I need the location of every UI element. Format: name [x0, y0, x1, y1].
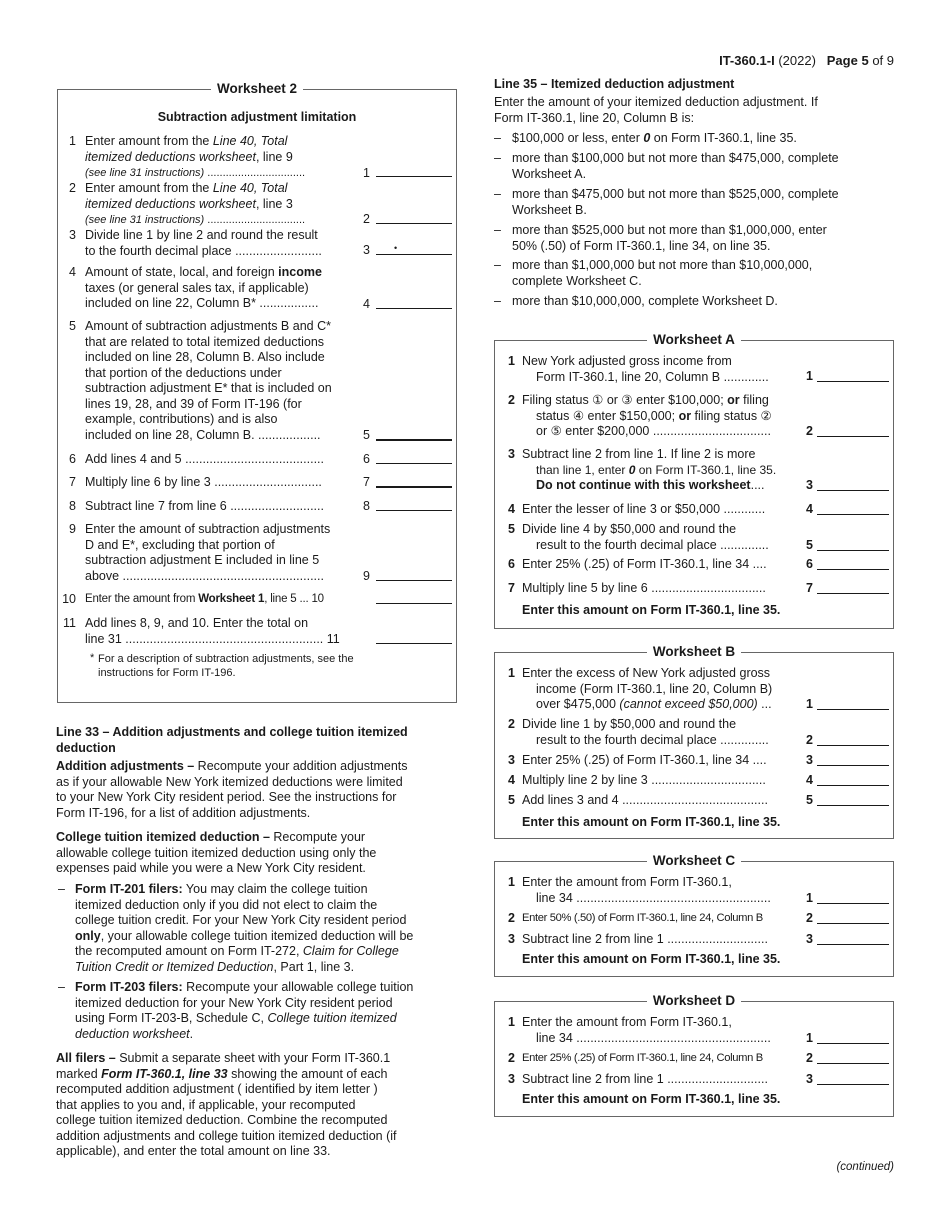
- all-filers-paragraph: All filers – Submit a separate sheet with your Form IT-360.1 marked Form IT-360.1, line 33 showing the amount of each recomputed addition adjustment ( identified by item letter ) that applies to you and, if applicable, your recomputed college tuition itemized deduction. Combine the recomputed addition adjustments and college tuition itemized deduction (if applicable), and enter the total amount on line 33.: [56, 1051, 397, 1158]
- it201-paragraph: Form IT-201 filers: You may claim the college tuition itemized deduction only if you did not elect to claim the college tuition credit. For your New York City resident period only, your allowable college tuition itemized deduction will be the recomputed amount on Form IT-272, Claim for College Tuition Credit or Itemized Deduction, Part 1, line 3.: [75, 882, 414, 974]
- wsb-line-num: 5: [508, 793, 515, 807]
- ws2-line-num: 2: [69, 181, 76, 195]
- wsc-line-num: 3: [508, 932, 515, 946]
- wsb-line-4-text: Multiply line 2 by line 3 .................................: [522, 773, 766, 787]
- ws2-line-num: 6: [69, 452, 76, 466]
- wsa-line-2-text: Filing status ① or ③ enter $100,000; or filing status ④ enter $150,000; or filing status ② or ⑤ enter $200,000 ..................................: [522, 393, 772, 438]
- wsa-instruction: Enter this amount on Form IT-360.1, line 35.: [522, 603, 781, 617]
- ws2-box-num: 2: [363, 212, 370, 226]
- wsc-box-num: 3: [806, 932, 813, 946]
- worksheet-b: [494, 644, 894, 839]
- ws2-box-num: 8: [363, 499, 370, 513]
- worksheet-2-subtitle: Subtraction adjustment limitation: [157, 110, 357, 124]
- it203-paragraph: Form IT-203 filers: Recompute your allowable college tuition itemized deduction for your New York City resident period using Form IT-203-B, Schedule C, College tuition itemized deduction worksheet.: [75, 980, 414, 1041]
- worksheet-d: [494, 993, 894, 1117]
- bullet-dash: –: [494, 187, 501, 201]
- wsb-line-5-text: Add lines 3 and 4 ..........................................: [522, 793, 768, 807]
- wsb-line-1-text: Enter the excess of New York adjusted gross income (Form IT-360.1, line 20, Column B) over $475,000 (cannot exceed $50,000) ...: [522, 666, 773, 711]
- ws2-line-num: 3: [69, 228, 76, 242]
- wsa-box-num: 5: [806, 538, 813, 552]
- wsb-line-num: 2: [508, 717, 515, 731]
- line-35-heading: Line 35 – Itemized deduction adjustment: [494, 77, 735, 91]
- wsd-box-num: 3: [806, 1072, 813, 1086]
- wsc-answer-line-2[interactable]: [817, 923, 889, 924]
- wsb-box-num: 2: [806, 733, 813, 747]
- worksheet-a-title: Worksheet A: [647, 332, 741, 347]
- wsb-box-num: 1: [806, 697, 813, 711]
- wsa-answer-line-4[interactable]: [817, 514, 889, 515]
- line-35-bullet-3: more than $475,000 but not more than $525,000, complete Worksheet B.: [512, 187, 839, 217]
- wsa-line-7-text: Multiply line 5 by line 6 .................................: [522, 581, 766, 595]
- wsa-box-num: 7: [806, 581, 813, 595]
- ws2-footnote: For a description of subtraction adjustments, see the instructions for Form IT-196.: [98, 653, 354, 679]
- wsa-line-num: 5: [508, 522, 515, 536]
- bullet-dash: –: [58, 882, 65, 896]
- ws2-box-num: 9: [363, 569, 370, 583]
- wsa-box-num: 4: [806, 502, 813, 516]
- wsc-line-num: 2: [508, 911, 515, 925]
- wsc-box-num: 2: [806, 911, 813, 925]
- wsb-line-num: 3: [508, 753, 515, 767]
- wsa-line-1-text: New York adjusted gross income from Form IT-360.1, line 20, Column B .............: [522, 354, 769, 384]
- ws2-line-11-text: Add lines 8, 9, and 10. Enter the total on line 31 ......................................................... 11: [85, 616, 340, 646]
- ws2-box-num: 7: [363, 475, 370, 489]
- ws2-line-5-text: Amount of subtraction adjustments B and C* that are related to total itemized deductions included on line 28, Column B. Also include that portion of the deductions under subtraction adjustment E* that is included on lines 19, 28, and 39 of Form IT-196 (for example, contributions) and is also included on line 28, Column B. ..................: [85, 319, 332, 442]
- worksheet-2: [57, 81, 457, 703]
- wsb-line-num: 1: [508, 666, 515, 680]
- wsc-line-num: 1: [508, 875, 515, 889]
- wsa-box-num: 2: [806, 424, 813, 438]
- wsd-instruction: Enter this amount on Form IT-360.1, line 35.: [522, 1092, 781, 1106]
- wsb-answer-line-1[interactable]: [817, 709, 889, 710]
- wsc-line-2-text: Enter 50% (.50) of Form IT-360.1, line 24, Column B: [522, 912, 763, 924]
- bullet-dash: –: [494, 223, 501, 237]
- ws2-answer-line-9[interactable]: [376, 580, 452, 581]
- ws2-line-num: 8: [69, 499, 76, 513]
- ws2-answer-line-2[interactable]: [376, 223, 452, 224]
- wsb-answer-line-2[interactable]: [817, 745, 889, 746]
- wsa-box-num: 3: [806, 478, 813, 492]
- ws2-box-num: 5: [363, 428, 370, 442]
- wsb-box-num: 3: [806, 753, 813, 767]
- ws2-box-num: 4: [363, 297, 370, 311]
- college-tuition-paragraph: College tuition itemized deduction – Recompute your allowable college tuition itemized deduction using only the expenses paid while you were a New York City resident.: [56, 830, 377, 875]
- worksheet-2-title: Worksheet 2: [211, 81, 303, 96]
- ws2-footnote-star: *: [90, 652, 95, 664]
- worksheet-a: [494, 332, 894, 629]
- page-label: Page 5: [826, 53, 869, 68]
- ws2-line-num: 7: [69, 475, 76, 489]
- wsb-box-num: 5: [806, 793, 813, 807]
- worksheet-c: [494, 853, 894, 977]
- bullet-dash: –: [58, 980, 65, 994]
- ws2-line-1-text: Enter amount from the Line 40, Total itemized deductions worksheet, line 9 (see line 31 instructions) ................................: [85, 134, 306, 179]
- wsa-line-3-text: Subtract line 2 from line 1. If line 2 is more than line 1, enter 0 on Form IT-360.1, line 35. Do not continue with this worksheet....: [522, 447, 777, 492]
- continued-note: (continued): [836, 1161, 894, 1173]
- ws2-line-num: 10: [62, 592, 76, 606]
- decimal-point: •: [394, 243, 398, 253]
- wsd-line-num: 3: [508, 1072, 515, 1086]
- form-number: IT-360.1-I: [719, 53, 775, 68]
- page-of: of 9: [872, 53, 894, 68]
- ws2-line-4-text: Amount of state, local, and foreign income taxes (or general sales tax, if applicable) included on line 22, Column B* .................: [85, 265, 322, 310]
- wsa-answer-line-6[interactable]: [817, 569, 889, 570]
- wsb-answer-line-5[interactable]: [817, 805, 889, 806]
- ws2-line-num: 9: [69, 522, 76, 536]
- ws2-answer-line-6[interactable]: [376, 463, 452, 464]
- bullet-dash: –: [494, 258, 501, 272]
- ws2-line-num: 1: [69, 134, 76, 148]
- wsa-box-num: 1: [806, 369, 813, 383]
- wsb-line-3-text: Enter 25% (.25) of Form IT-360.1, line 34 ....: [522, 753, 767, 767]
- ws2-answer-line-5[interactable]: [376, 439, 452, 441]
- wsa-line-num: 1: [508, 354, 515, 368]
- ws2-answer-line-7[interactable]: [376, 486, 452, 488]
- ws2-line-9-text: Enter the amount of subtraction adjustments D and E*, excluding that portion of subtraction adjustment E included in line 5 above ..........................................................: [85, 522, 331, 583]
- ws2-line-7-text: Multiply line 6 by line 3 ...............................: [85, 475, 322, 489]
- wsb-box-num: 4: [806, 773, 813, 787]
- wsd-answer-line-3[interactable]: [817, 1084, 889, 1085]
- worksheet-d-title: Worksheet D: [647, 993, 741, 1008]
- wsd-box-num: 1: [806, 1031, 813, 1045]
- wsa-answer-line-1[interactable]: [817, 381, 889, 382]
- ws2-line-2-text: Enter amount from the Line 40, Total itemized deductions worksheet, line 3 (see line 31 instructions) ................................: [85, 181, 306, 226]
- ws2-answer-line-8[interactable]: [376, 510, 452, 511]
- bullet-dash: –: [494, 131, 501, 145]
- line-35-bullet-5: more than $1,000,000 but not more than $10,000,000, complete Worksheet C.: [512, 258, 813, 288]
- wsa-line-6-text: Enter 25% (.25) of Form IT-360.1, line 34 ....: [522, 557, 767, 571]
- wsa-box-num: 6: [806, 557, 813, 571]
- wsb-line-2-text: Divide line 1 by $50,000 and round the result to the fourth decimal place ..............: [522, 717, 769, 747]
- wsd-answer-line-1[interactable]: [817, 1043, 889, 1044]
- ws2-line-num: 11: [63, 616, 76, 630]
- wsa-line-5-text: Divide line 4 by $50,000 and round the result to the fourth decimal place ..............: [522, 522, 769, 552]
- page-header: [719, 53, 894, 69]
- form-year: (2022): [778, 53, 816, 68]
- line-33-heading: Line 33 – Addition adjustments and college tuition itemized deduction: [56, 725, 408, 755]
- ws2-line-3-text: Divide line 1 by line 2 and round the result to the fourth decimal place .........................: [85, 228, 322, 258]
- bullet-dash: –: [494, 151, 501, 165]
- wsa-line-num: 6: [508, 557, 515, 571]
- wsc-answer-line-1[interactable]: [817, 903, 889, 904]
- ws2-answer-line-11[interactable]: [376, 643, 452, 644]
- ws2-box-num: 6: [363, 452, 370, 466]
- ws2-answer-line-1[interactable]: [376, 176, 452, 177]
- line-35-bullet-4: more than $525,000 but not more than $1,000,000, enter 50% (.50) of Form IT-360.1, line 34, on line 35.: [512, 223, 827, 253]
- wsc-line-3-text: Subtract line 2 from line 1 .............................: [522, 932, 768, 946]
- wsa-line-num: 2: [508, 393, 515, 407]
- wsd-line-2-text: Enter 25% (.25) of Form IT-360.1, line 24, Column B: [522, 1052, 763, 1064]
- wsb-answer-line-4[interactable]: [817, 785, 889, 786]
- ws2-line-8-text: Subtract line 7 from line 6 ...........................: [85, 499, 324, 513]
- wsd-line-1-text: Enter the amount from Form IT-360.1, line 34 ........................................................: [522, 1015, 771, 1045]
- line-35-intro: Enter the amount of your itemized deduction adjustment. If Form IT-360.1, line 20, Column B is:: [494, 95, 818, 125]
- wsa-line-num: 3: [508, 447, 515, 461]
- wsa-answer-line-5[interactable]: [817, 550, 889, 551]
- wsa-line-num: 7: [508, 581, 515, 595]
- wsa-line-num: 4: [508, 502, 515, 516]
- line-35-bullet-2: more than $100,000 but not more than $475,000, complete Worksheet A.: [512, 151, 839, 181]
- ws2-line-10-text: Enter the amount from Worksheet 1, line 5 ... 10: [85, 593, 324, 605]
- wsb-instruction: Enter this amount on Form IT-360.1, line 35.: [522, 815, 781, 829]
- line-35-bullet-6: more than $10,000,000, complete Worksheet D.: [512, 294, 778, 308]
- wsa-answer-line-7[interactable]: [817, 593, 889, 594]
- ws2-line-num: 4: [69, 265, 76, 279]
- wsa-answer-line-3[interactable]: [817, 490, 889, 491]
- wsd-line-num: 2: [508, 1051, 515, 1065]
- ws2-answer-line-4[interactable]: [376, 308, 452, 309]
- wsc-box-num: 1: [806, 891, 813, 905]
- wsd-answer-line-2[interactable]: [817, 1063, 889, 1064]
- wsd-line-num: 1: [508, 1015, 515, 1029]
- worksheet-b-title: Worksheet B: [647, 644, 741, 659]
- wsd-line-3-text: Subtract line 2 from line 1 .............................: [522, 1072, 768, 1086]
- ws2-line-num: 5: [69, 319, 76, 333]
- ws2-line-6-text: Add lines 4 and 5 ........................................: [85, 452, 324, 466]
- wsc-instruction: Enter this amount on Form IT-360.1, line 35.: [522, 952, 781, 966]
- worksheet-c-title: Worksheet C: [647, 853, 741, 868]
- line-35-bullet-1: $100,000 or less, enter 0 on Form IT-360.1, line 35.: [512, 131, 797, 145]
- wsc-line-1-text: Enter the amount from Form IT-360.1, line 34 ........................................................: [522, 875, 771, 905]
- addition-adjustments-paragraph: Addition adjustments – Recompute your addition adjustments as if your allowable New York itemized deductions were limited to your New York City resident period. See the instructions for Form IT-196, for a list of addition adjustments.: [56, 759, 408, 820]
- wsb-line-num: 4: [508, 773, 515, 787]
- wsc-answer-line-3[interactable]: [817, 944, 889, 945]
- ws2-answer-line-10[interactable]: [376, 603, 452, 604]
- ws2-answer-line-3[interactable]: [376, 254, 452, 255]
- wsd-box-num: 2: [806, 1051, 813, 1065]
- wsa-answer-line-2[interactable]: [817, 436, 889, 437]
- wsb-answer-line-3[interactable]: [817, 765, 889, 766]
- ws2-box-num: 1: [363, 166, 370, 180]
- bullet-dash: –: [494, 294, 501, 308]
- ws2-box-num: 3: [363, 243, 370, 257]
- wsa-line-4-text: Enter the lesser of line 3 or $50,000 ............: [522, 502, 766, 516]
